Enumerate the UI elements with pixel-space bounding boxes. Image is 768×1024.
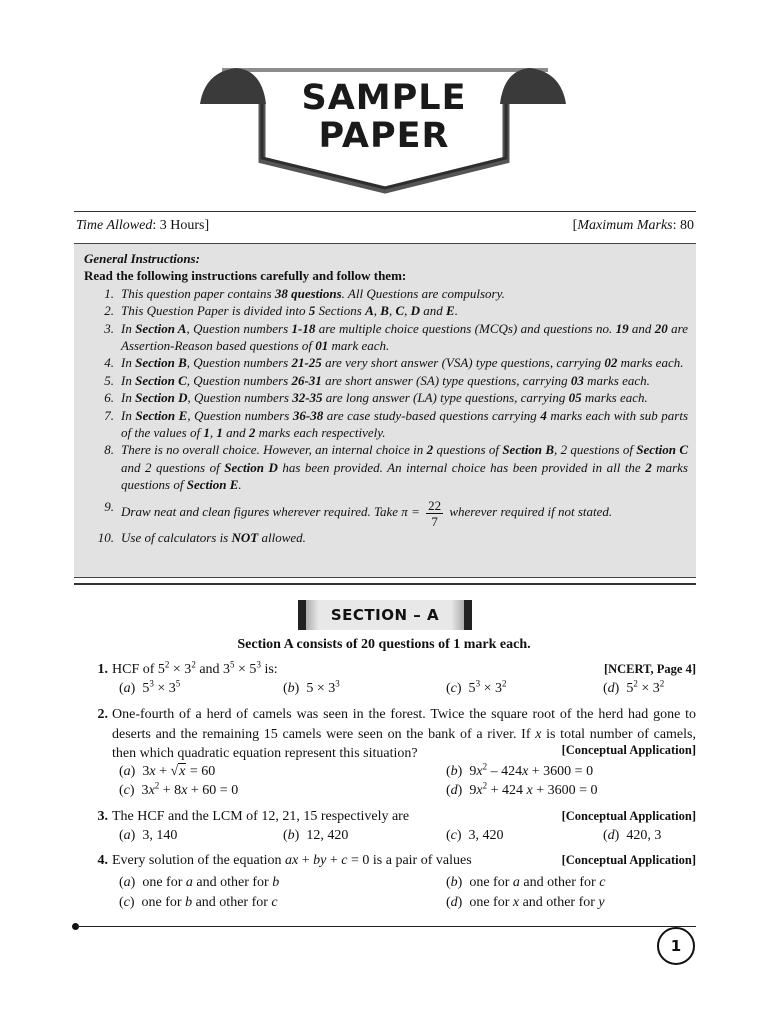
instruction-text: In Section D, Question numbers 32-35 are long answer (LA) type questions, carrying 05 marks each. xyxy=(121,390,648,406)
question-3 xyxy=(92,807,696,826)
general-instructions-box xyxy=(74,243,696,578)
section-a-header xyxy=(290,600,480,630)
q3-option-c: (c) 3, 420 xyxy=(446,828,504,843)
instruction-number: 6. xyxy=(104,390,114,406)
instruction-number: 3. xyxy=(104,320,114,336)
question-text: One-fourth of a herd of camels was seen in the forest. Twice the square root of the herd had gone to deserts and the remaining 15 camels were seen on the bank of a river. If x is total number of camels, then which quadratic equation represent this situation? xyxy=(112,707,696,761)
question-4 xyxy=(92,851,696,870)
instruction-text: In Section A, Question numbers 1-18 are multiple choice questions (MCQs) and questions no. 19 and 20 are Assertion-Reason based questions of 01 mark each. xyxy=(121,320,688,354)
instruction-number: 9. xyxy=(104,498,114,514)
question-tag: [Conceptual Application] xyxy=(561,809,696,823)
instruction-item xyxy=(84,320,688,355)
instruction-item xyxy=(84,407,688,442)
instructions-heading: General Instructions: xyxy=(84,251,200,266)
q1-option-c: (c) $5^3 \times 3^2$ xyxy=(446,678,507,696)
footer-rule xyxy=(76,926,696,927)
instruction-text: Draw neat and clean figures wherever required. Take π = $\frac{22}{7}$ wherever required if not stated. xyxy=(121,497,613,529)
q3-option-d: (d) 420, 3 xyxy=(603,828,662,843)
question-number: 1. xyxy=(97,662,108,677)
question-number: 3. xyxy=(97,809,108,824)
q4-option-d: (d) one for x and other for y xyxy=(446,895,605,910)
q1-option-a: (a) $5^3 \times 3^5$ xyxy=(119,678,181,696)
section-subtitle: Section A consists of 20 questions of 1 mark each. xyxy=(237,637,531,652)
question-1 xyxy=(92,660,696,679)
instruction-number: 4. xyxy=(104,355,114,371)
maximum-marks: [Maximum Marks: 80 xyxy=(572,218,694,233)
q2-option-b: (b) $9x^2 - 424x + 3600 = 0$ xyxy=(446,761,594,779)
exam-meta-row xyxy=(76,218,694,234)
sample-paper-banner xyxy=(0,0,768,200)
q4-option-b: (b) one for a and other for c xyxy=(446,875,606,890)
instruction-item xyxy=(84,389,688,406)
q1-option-b: (b) $5 \times 3^3$ xyxy=(283,678,340,696)
instruction-text: In Section E, Question numbers 36-38 are case study-based questions carrying 4 marks each with sub parts of the values of 1, 1 and 2 marks each respectively. xyxy=(121,407,688,441)
instruction-item xyxy=(84,302,688,319)
q2-option-d: (d) $9x^2 + 424$ x + 3600 = 0 xyxy=(446,780,598,798)
instruction-item xyxy=(84,441,688,493)
instruction-text: In Section B, Question numbers 21-25 are very short answer (VSA) type questions, carrying 02 marks each. xyxy=(121,355,684,371)
section-title: SECTION – A xyxy=(330,606,440,624)
instruction-number: 8. xyxy=(104,442,114,458)
q1-option-d: (d) $5^2 \times 3^2$ xyxy=(603,678,665,696)
question-tag: [Conceptual Application] xyxy=(561,743,696,757)
instruction-item xyxy=(84,529,688,546)
q4-option-a: (a) one for a and other for b xyxy=(119,875,280,890)
instruction-text: There is no overall choice. However, an internal choice in 2 questions of Section B, 2 questions of Section C and 2 questions of Section D has been provided. An internal choice has been provided in all the 2 marks questions of Section E. xyxy=(121,442,688,493)
question-text: HCF of $5^2 \times 3^2$ and $3^5 \times 5^3$ is: xyxy=(112,659,278,677)
instruction-text: In Section C, Question numbers 26-31 are short answer (SA) type questions, carrying 03 marks each. xyxy=(121,372,650,388)
q3-option-a: (a) 3, 140 xyxy=(119,828,178,843)
instruction-number: 7. xyxy=(104,407,114,423)
instruction-item xyxy=(84,372,688,389)
time-allowed: Time Allowed: 3 Hours] xyxy=(76,218,210,233)
q3-option-b: (b) 12, 420 xyxy=(283,828,349,843)
instruction-number: 2. xyxy=(104,303,114,319)
instruction-text: This question paper contains 38 questions. All Questions are compulsory. xyxy=(121,285,505,301)
question-tag: [NCERT, Page 4] xyxy=(603,662,696,676)
banner-title-line1: SAMPLE xyxy=(301,78,467,118)
question-tag: [Conceptual Application] xyxy=(561,853,696,867)
page-number: 1 xyxy=(657,927,695,965)
q2-option-a: (a) 3x + √x = 60 xyxy=(119,764,216,779)
instructions-lead: Read the following instructions carefully and follow them: xyxy=(84,268,407,284)
instructions-bottom-rule xyxy=(74,583,696,585)
instructions-list xyxy=(84,285,688,546)
question-number: 4. xyxy=(97,853,108,868)
question-text: Every solution of the equation ax + by + c = 0 is a pair of values xyxy=(112,853,472,868)
question-number: 2. xyxy=(97,707,108,722)
instruction-number: 5. xyxy=(104,372,114,388)
instruction-number: 1. xyxy=(104,285,114,301)
instruction-item xyxy=(84,285,688,302)
q2-option-c: (c) $3x^2 + 8x + 60 = 0$ xyxy=(119,780,239,798)
q4-option-c: (c) one for b and other for c xyxy=(119,895,278,910)
top-rule xyxy=(74,211,696,212)
banner-title-line2: PAPER xyxy=(318,116,450,156)
instruction-number: 10. xyxy=(97,529,114,545)
instruction-item xyxy=(84,354,688,371)
instruction-text: This Question Paper is divided into 5 Sections A, B, C, D and E. xyxy=(121,303,458,319)
instruction-item xyxy=(84,498,688,529)
instruction-text: Use of calculators is NOT allowed. xyxy=(121,529,306,545)
question-text: The HCF and the LCM of 12, 21, 15 respectively are xyxy=(112,809,410,824)
